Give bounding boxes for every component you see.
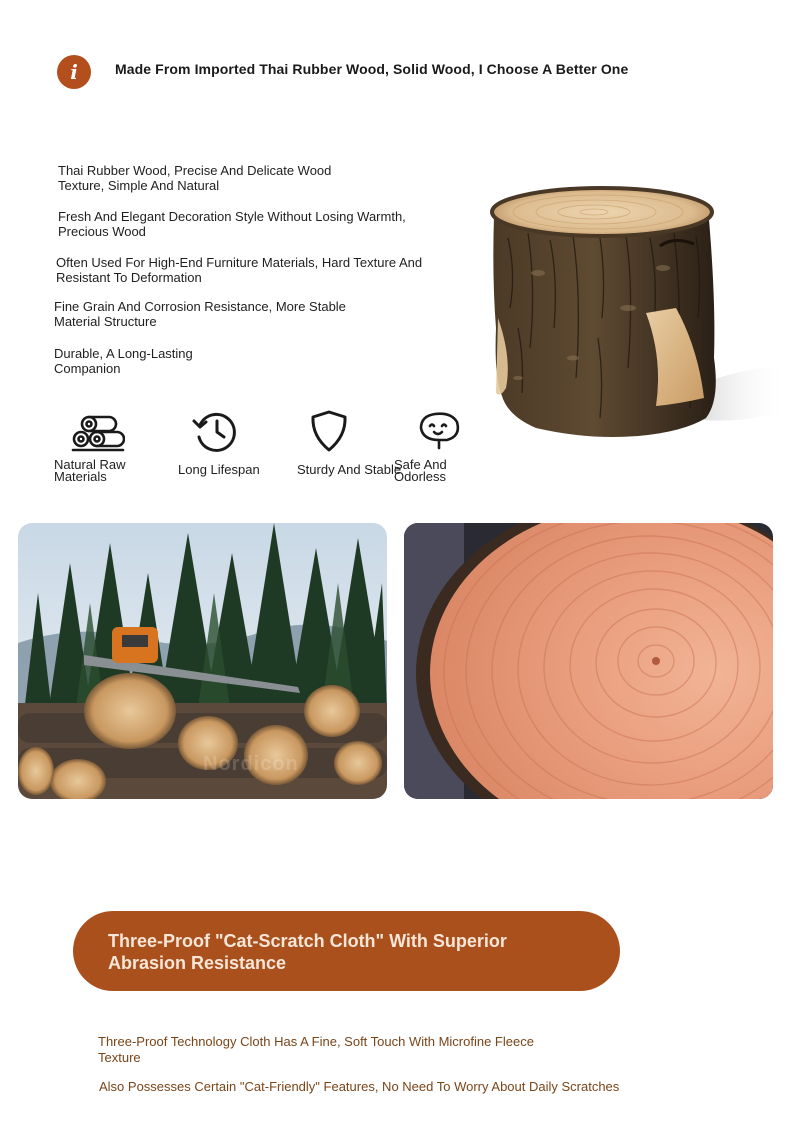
feature-item: Often Used For High-End Furniture Materials, Hard Texture And Resistant To Deformation — [56, 255, 423, 285]
forest-logging-photo — [18, 523, 387, 799]
shield-icon — [301, 408, 357, 454]
info-icon: i — [57, 55, 91, 89]
feature-item: Fresh And Elegant Decoration Style Without Losing Warmth, Precious Wood — [58, 209, 406, 239]
detail-text: Three-Proof Technology Cloth Has A Fine, Soft Touch With Microfine Fleece Texture — [98, 1034, 534, 1065]
logs-icon — [69, 410, 125, 456]
feature-item: Fine Grain And Corrosion Resistance, More Stable Material Structure — [54, 299, 346, 329]
feature-item: Thai Rubber Wood, Precise And Delicate Wood Texture, Simple And Natural — [58, 163, 332, 193]
feature-banner — [73, 911, 620, 991]
stump-stool-image — [478, 178, 790, 443]
watermark: Nordicon — [203, 753, 299, 775]
headline: Made From Imported Thai Rubber Wood, Solid Wood, I Choose A Better One — [115, 61, 629, 77]
benefit-label: Sturdy And Stable — [297, 462, 402, 477]
history-clock-icon — [189, 408, 245, 454]
benefit-label: Long Lifespan — [178, 462, 260, 477]
leaf-icon — [411, 408, 467, 454]
benefit-label: Safe And Odorless — [394, 457, 447, 484]
wood-cross-section-photo — [404, 523, 773, 799]
feature-item: Durable, A Long-Lasting Companion — [54, 346, 193, 376]
detail-text: Also Possesses Certain "Cat-Friendly" Features, No Need To Worry About Daily Scratches — [99, 1079, 620, 1094]
banner-title: Three-Proof "Cat-Scratch Cloth" With Superior Abrasion Resistance — [108, 931, 507, 973]
benefit-label: Natural Raw Materials — [54, 457, 126, 484]
